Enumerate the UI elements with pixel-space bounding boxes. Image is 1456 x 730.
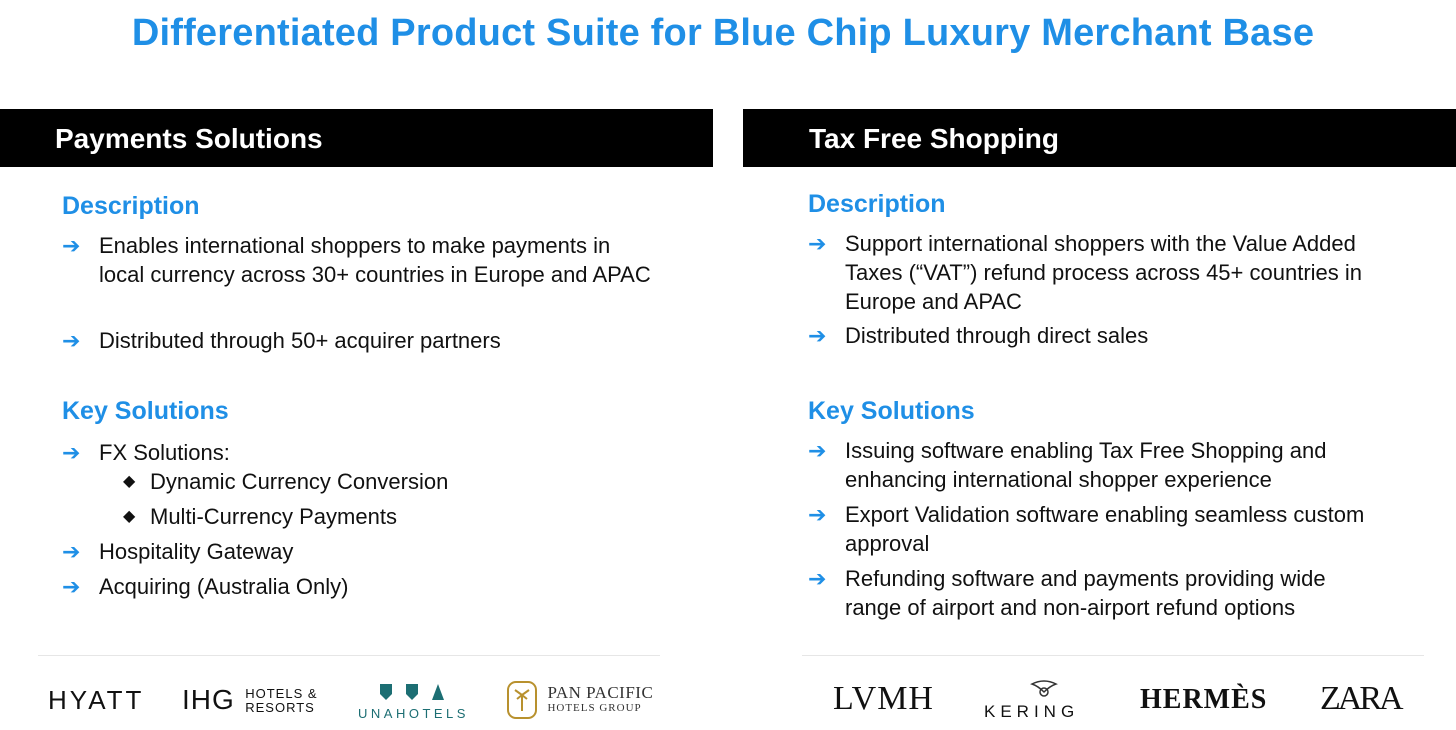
payments-description-heading: Description xyxy=(62,192,200,220)
payments-header: Payments Solutions xyxy=(0,109,713,167)
arrow-right-icon: ➔ xyxy=(62,574,81,599)
diamond-icon: ◆ xyxy=(123,473,136,490)
arrow-right-icon: ➔ xyxy=(62,539,81,564)
right-logo-divider xyxy=(802,655,1424,656)
pan-pacific-logo: PAN PACIFIC HOTELS GROUP xyxy=(507,681,653,719)
kering-logo: KERING xyxy=(984,678,1104,707)
left-logo-divider xyxy=(38,655,660,656)
arrow-right-icon: ➔ xyxy=(62,440,81,465)
tax-free-key-heading: Key Solutions xyxy=(808,397,975,425)
arrow-right-icon: ➔ xyxy=(62,233,81,258)
payments-panel xyxy=(0,109,713,167)
unahotels-logo: UNAHOTELS xyxy=(358,680,478,727)
hyatt-logo: HYATT xyxy=(48,685,145,715)
tax-free-header: Tax Free Shopping xyxy=(743,109,1456,167)
arrow-right-icon: ➔ xyxy=(808,502,827,527)
arrow-right-icon: ➔ xyxy=(62,328,81,353)
zara-logo: ZARA xyxy=(1320,680,1401,717)
arrow-right-icon: ➔ xyxy=(808,231,827,256)
arrow-right-icon: ➔ xyxy=(808,438,827,463)
diamond-icon: ◆ xyxy=(123,508,136,525)
lvmh-logo: LVMH xyxy=(833,680,934,717)
tax-free-panel xyxy=(743,109,1456,167)
ihg-logo: IHG HOTELS & RESORTS xyxy=(182,684,318,715)
arrow-right-icon: ➔ xyxy=(808,566,827,591)
payments-key-heading: Key Solutions xyxy=(62,397,229,425)
arrow-right-icon: ➔ xyxy=(808,323,827,348)
pan-pacific-palm-icon xyxy=(507,681,537,719)
hermes-logo: HERMÈS xyxy=(1140,684,1268,715)
tax-free-description-heading: Description xyxy=(808,190,946,218)
kering-owl-icon xyxy=(984,678,1104,702)
page-title: Differentiated Product Suite for Blue Chip Luxury Merchant Base xyxy=(131,12,1315,54)
